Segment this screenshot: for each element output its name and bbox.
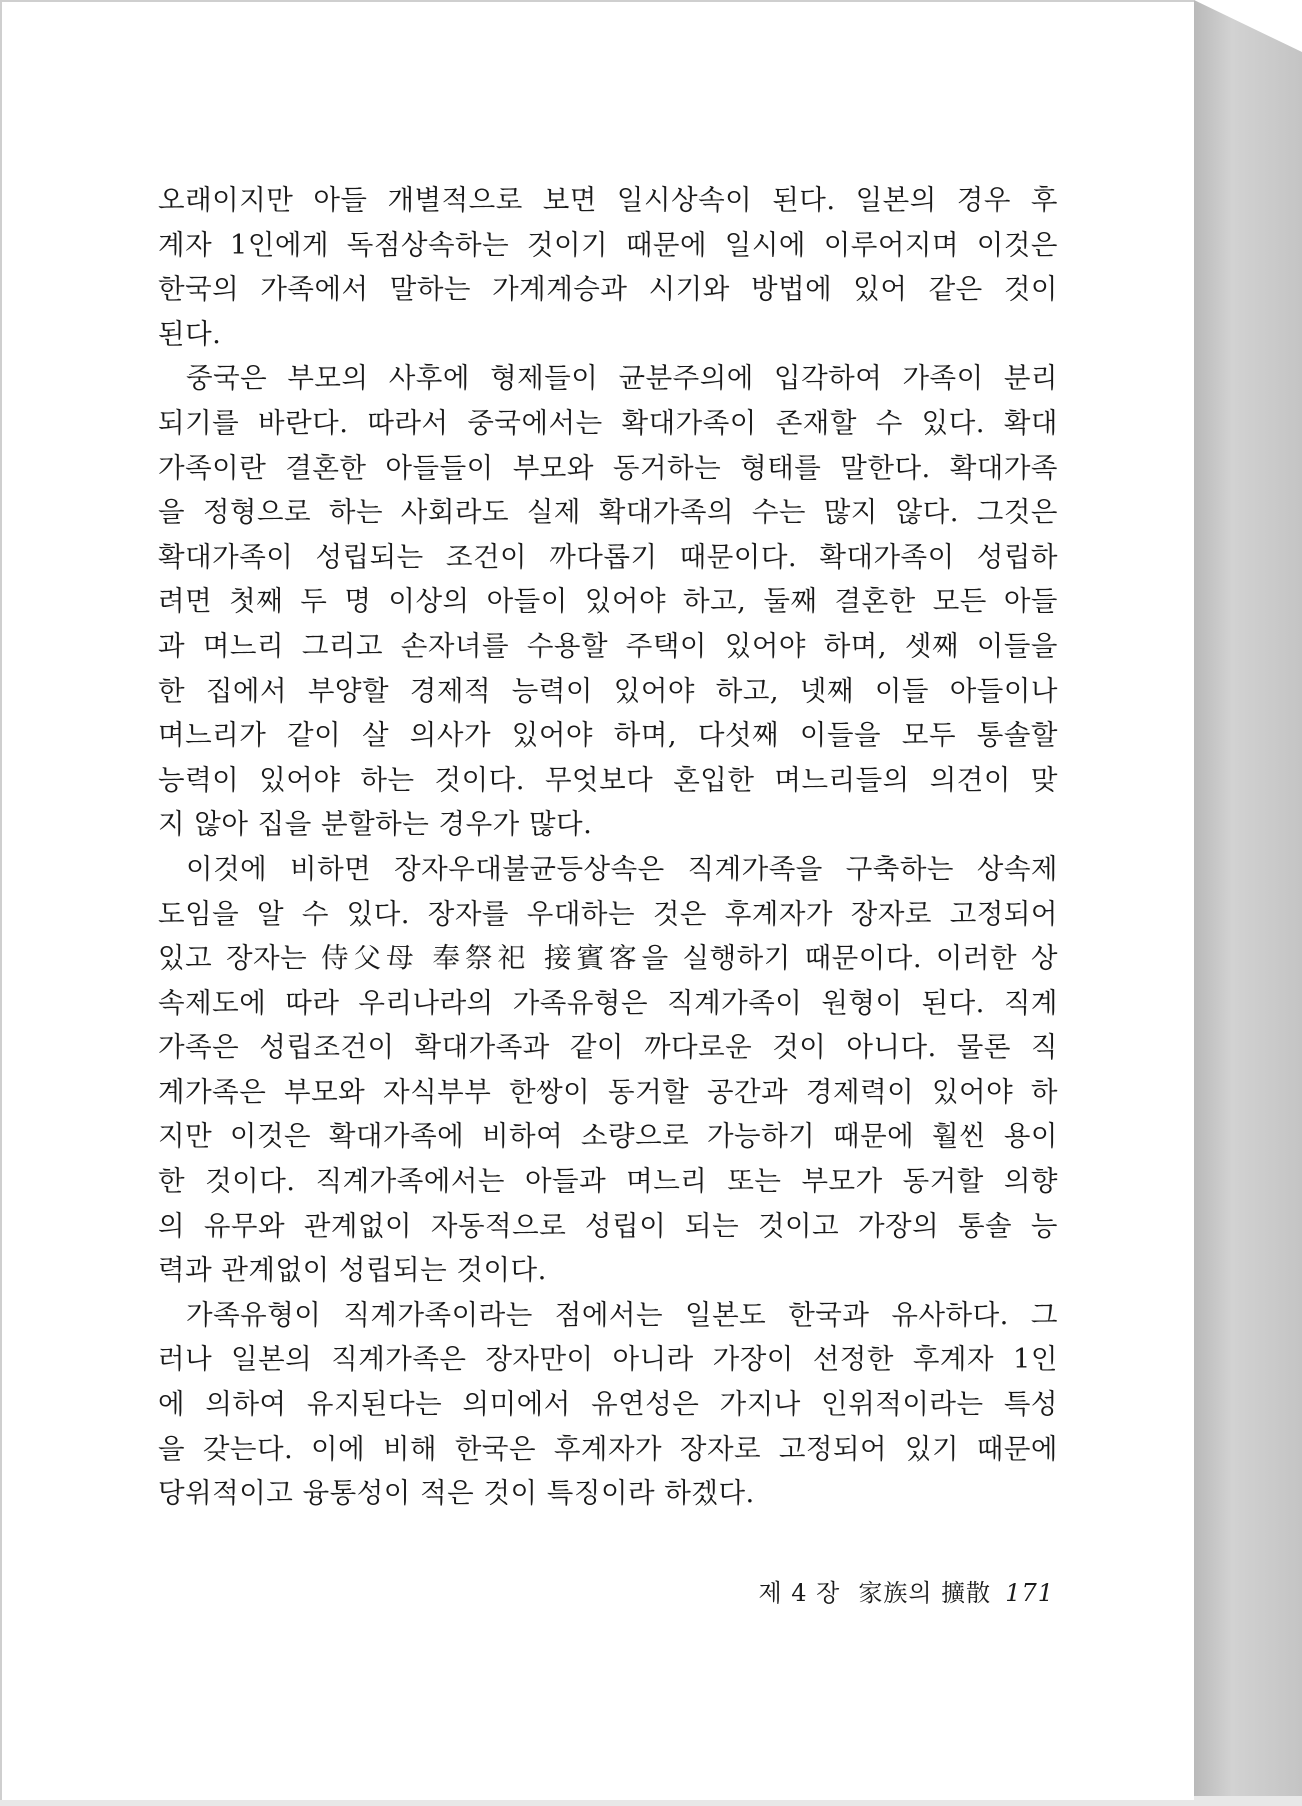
- text-line: 한국의 가족에서 말하는 가계계승과 시기와 방법에 있어 같은 것이: [158, 273, 1058, 306]
- text-line: 며느리가 같이 살 의사가 있어야 하며, 다섯째 이들을 모두 통솔할: [158, 719, 1058, 752]
- text-line: 지 않아 집을 분할하는 경우가 많다.: [158, 808, 593, 841]
- text-line: 과 며느리 그리고 손자녀를 수용할 주택이 있어야 하며, 셋째 이들을: [158, 629, 1058, 662]
- text-line: 있고 장자는 侍父母 奉祭祀 接賓客을 실행하기 때문이다. 이러한 상: [158, 942, 1058, 975]
- text-line: 에 의하여 유지된다는 의미에서 유연성은 가지나 인위적이라는 특성: [158, 1388, 1058, 1421]
- text-line: 계가족은 부모와 자식부부 한쌍이 동거할 공간과 경제력이 있어야 하: [158, 1075, 1058, 1108]
- text-line: 의 유무와 관계없이 자동적으로 성립이 되는 것이고 가장의 통솔 능: [158, 1209, 1058, 1242]
- text-line: 중국은 부모의 사후에 형제들이 균분주의에 입각하여 가족이 분리: [186, 362, 1058, 395]
- text-line: 을 정형으로 하는 사회라도 실제 확대가족의 수는 많지 않다. 그것은: [158, 496, 1058, 529]
- text-line: 력과 관계없이 성립되는 것이다.: [158, 1254, 547, 1287]
- text-line: 한 것이다. 직계가족에서는 아들과 며느리 또는 부모가 동거할 의향: [158, 1165, 1058, 1198]
- text-line: 지만 이것은 확대가족에 비하여 소량으로 가능하기 때문에 훨씬 용이: [158, 1120, 1058, 1153]
- text-line: 가족은 성립조건이 확대가족과 같이 까다로운 것이 아니다. 물론 직: [158, 1031, 1058, 1064]
- text-line: 된다.: [158, 317, 222, 350]
- text-line: 러나 일본의 직계가족은 장자만이 아니라 가장이 선정한 후계자 1인: [158, 1343, 1058, 1376]
- page-footer: [734, 1573, 1054, 1608]
- text-line: 오래이지만 아들 개별적으로 보면 일시상속이 된다. 일본의 경우 후: [158, 184, 1058, 216]
- text-line: 한 집에서 부양할 경제적 능력이 있어야 하고, 넷째 이들 아들이나: [158, 674, 1058, 707]
- text-line: 가족유형이 직계가족이라는 점에서는 일본도 한국과 유사하다. 그: [186, 1298, 1058, 1331]
- text-line: 을 갖는다. 이에 비해 한국은 후계자가 장자로 고정되어 있기 때문에: [158, 1432, 1058, 1465]
- text-line: 능력이 있어야 하는 것이다. 무엇보다 혼입한 며느리들의 의견이 맞: [158, 763, 1058, 796]
- body-text: [158, 178, 1058, 1516]
- text-line: 계자 1인에게 독점상속하는 것이기 때문에 일시에 이루어지며 이것은: [158, 228, 1058, 261]
- footer-title: 家族의 擴散: [858, 1579, 992, 1607]
- text-line: 도임을 알 수 있다. 장자를 우대하는 것은 후계자가 장자로 고정되어: [158, 897, 1058, 930]
- text-line: 속제도에 따라 우리나라의 가족유형은 직계가족이 원형이 된다. 직계: [158, 986, 1058, 1019]
- text-line: 되기를 바란다. 따라서 중국에서는 확대가족이 존재할 수 있다. 확대: [158, 406, 1058, 439]
- book-side-edge: [1194, 0, 1302, 1806]
- text-line: 당위적이고 융통성이 적은 것이 특징이라 하겠다.: [158, 1477, 755, 1510]
- footer-chapter: 제 4 장: [758, 1579, 841, 1607]
- text-line: 가족이란 결혼한 아들들이 부모와 동거하는 형태를 말한다. 확대가족: [158, 451, 1058, 484]
- text-line: 려면 첫째 두 명 이상의 아들이 있어야 하고, 둘째 결혼한 모든 아들: [158, 585, 1058, 618]
- text-line: 이것에 비하면 장자우대불균등상속은 직계가족을 구축하는 상속제: [186, 852, 1058, 885]
- text-line: 확대가족이 성립되는 조건이 까다롭기 때문이다. 확대가족이 성립하: [158, 540, 1058, 573]
- page-number: 171: [1005, 1579, 1054, 1607]
